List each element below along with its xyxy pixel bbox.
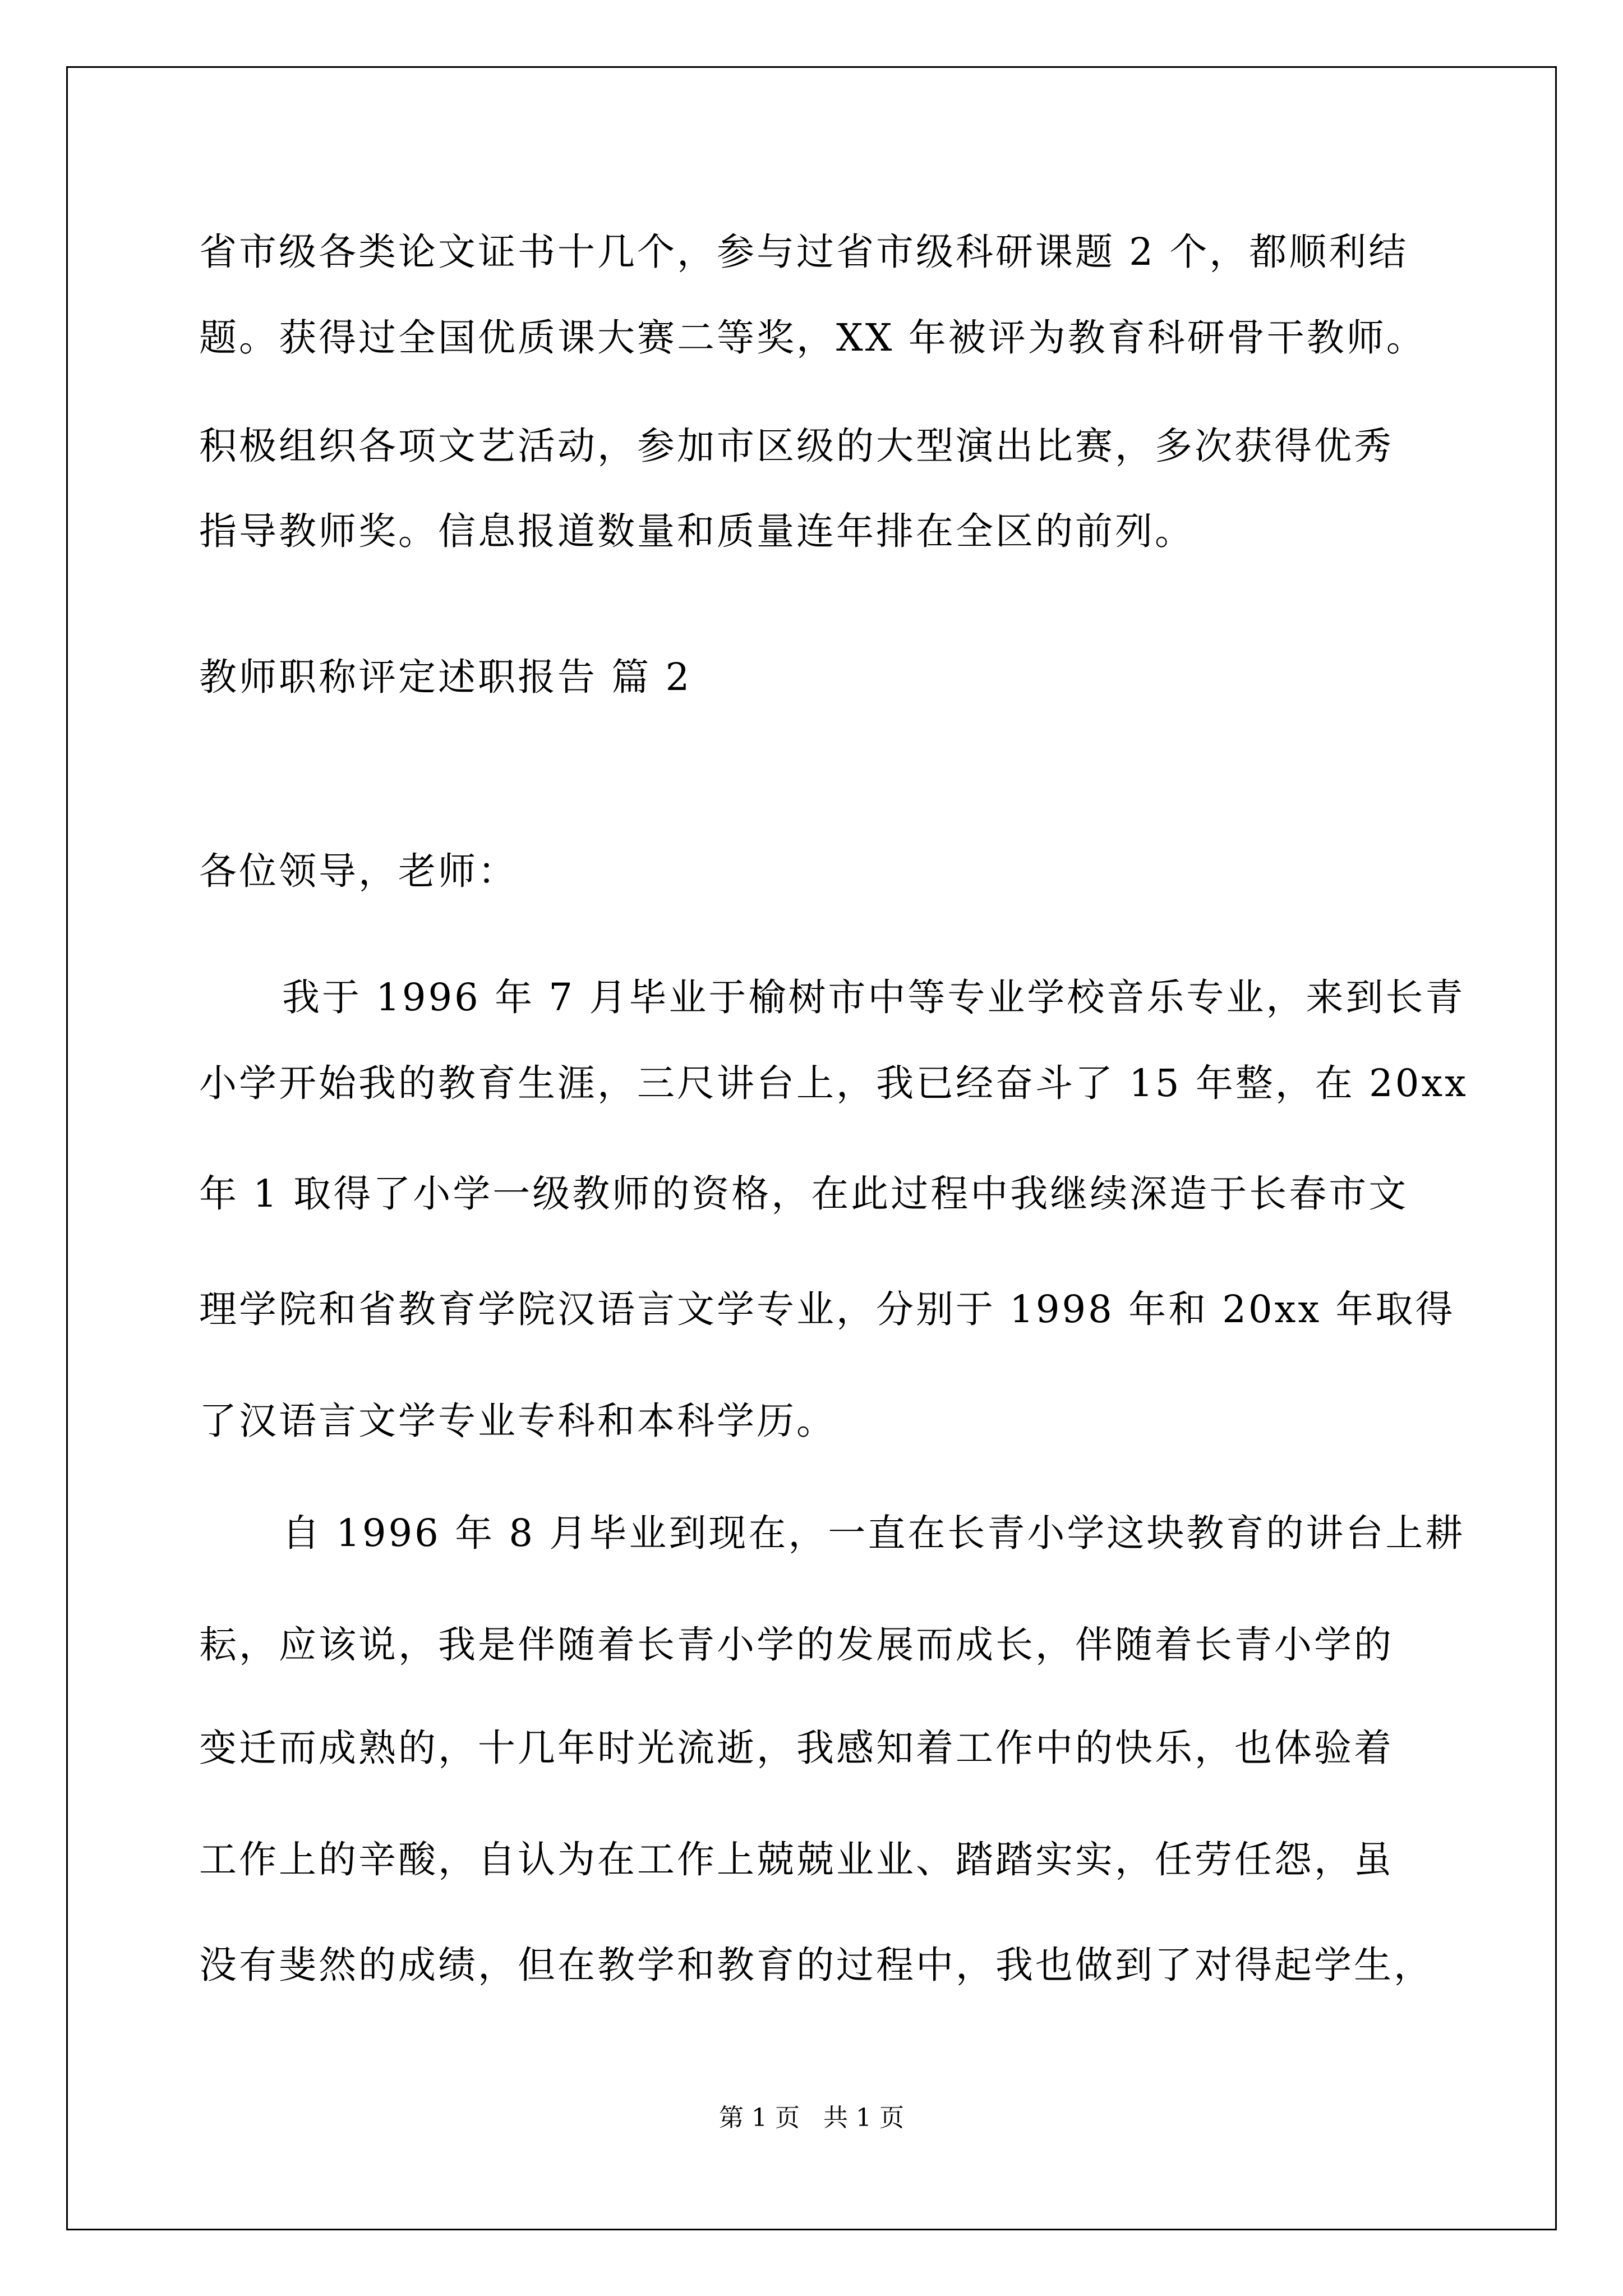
body-line: 理学院和省教育学院汉语言文学专业，分别于 1998 年和 20xx 年取得 bbox=[199, 1287, 1455, 1331]
body-line: 省市级各类论文证书十几个，参与过省市级科研课题 2 个，都顺利结 bbox=[199, 230, 1409, 274]
body-line: 题。获得过全国优质课大赛二等奖，XX 年被评为教育科研骨干教师。 bbox=[199, 316, 1426, 360]
salutation: 各位领导，老师： bbox=[199, 849, 518, 893]
body-line: 积极组织各项文艺活动，参加市区级的大型演出比赛，多次获得优秀 bbox=[199, 424, 1394, 468]
body-line: 耘，应该说，我是伴随着长青小学的发展而成长，伴随着长青小学的 bbox=[199, 1623, 1394, 1667]
paragraph-start: 我于 1996 年 7 月毕业于榆树市中等专业学校音乐专业，来到长青 bbox=[282, 976, 1465, 1019]
page-border bbox=[66, 66, 1557, 2230]
body-line: 指导教师奖。信息报道数量和质量连年排在全区的前列。 bbox=[199, 509, 1195, 553]
section-heading: 教师职称评定述职报告 篇 2 bbox=[199, 655, 692, 699]
body-line: 了汉语言文学专业专科和本科学历。 bbox=[199, 1399, 836, 1443]
paragraph-start: 自 1996 年 8 月毕业到现在，一直在长青小学这块教育的讲台上耕 bbox=[282, 1511, 1465, 1555]
page-footer: 第 1 页 共 1 页 bbox=[719, 2104, 904, 2132]
body-line: 小学开始我的教育生涯，三尺讲台上，我已经奋斗了 15 年整，在 20xx bbox=[199, 1061, 1468, 1105]
body-line: 工作上的辛酸，自认为在工作上兢兢业业、踏踏实实，任劳任怨，虽 bbox=[199, 1838, 1394, 1881]
body-line: 没有斐然的成绩，但在教学和教育的过程中，我也做到了对得起学生， bbox=[199, 1943, 1433, 1987]
body-line: 年 1 取得了小学一级教师的资格，在此过程中我继续深造于长春市文 bbox=[199, 1172, 1409, 1216]
body-line: 变迁而成熟的，十几年时光流逝，我感知着工作中的快乐，也体验着 bbox=[199, 1726, 1394, 1770]
